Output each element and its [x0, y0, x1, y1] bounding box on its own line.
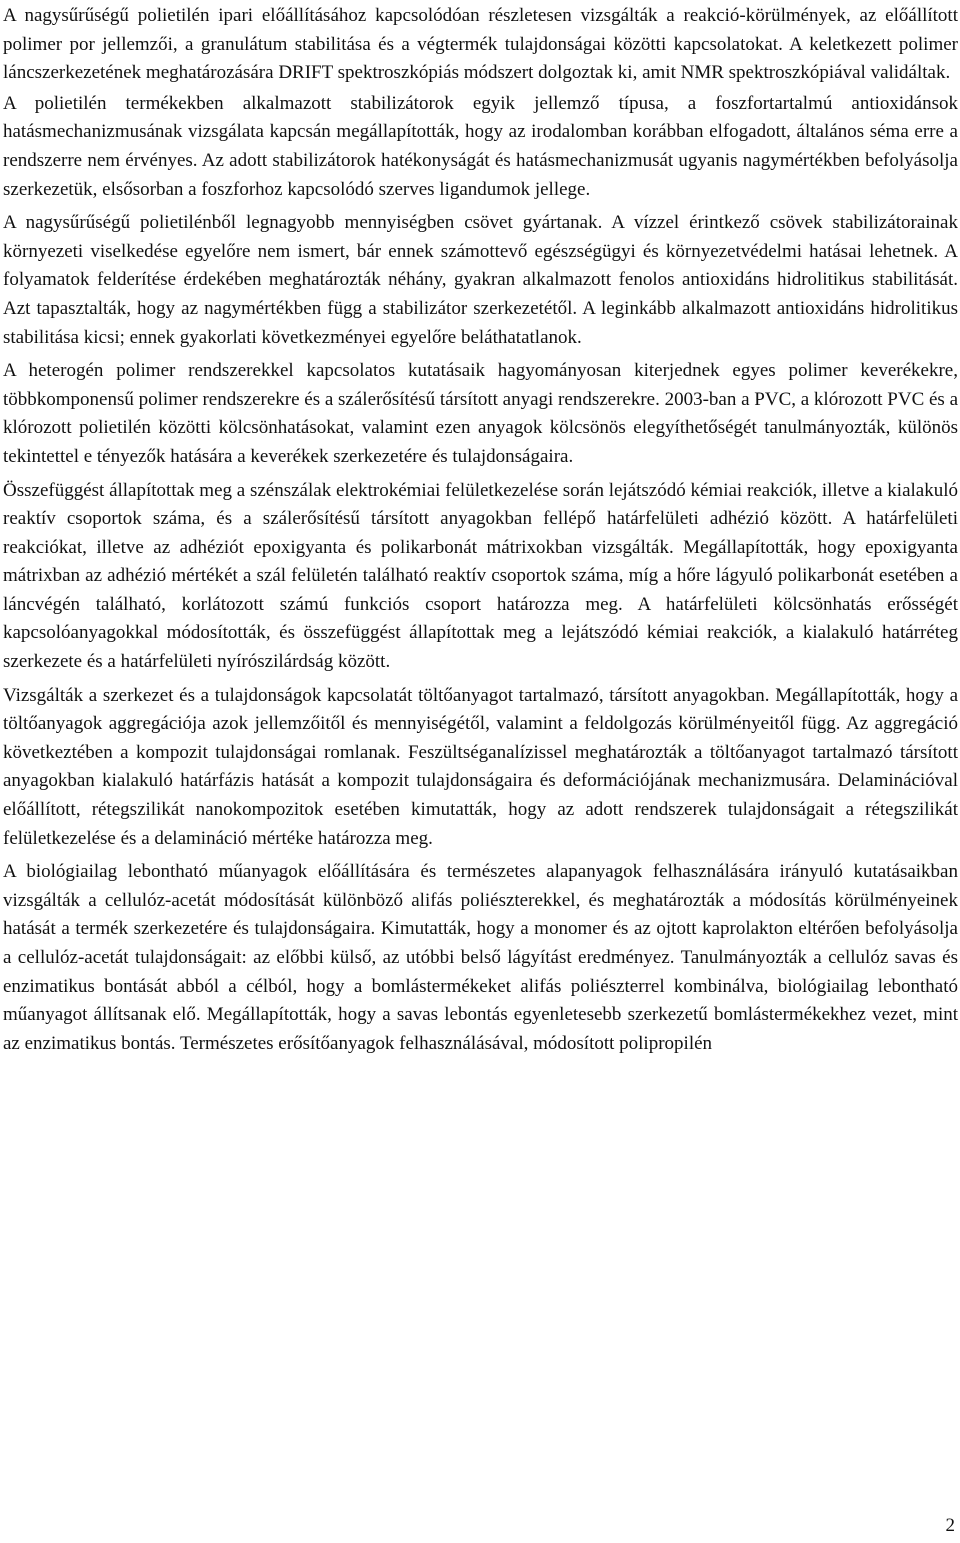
paragraph-pipes: A nagysűrűségű polietilénből legnagyobb mennyiségben csövet gyártanak. A vízzel érintkező csövek stabilizátorainak környezeti viselkedése egyelőre nem ismert, bár ennek számottevő egészségügyi és környezetvédelmi hatásai lehetnek. A folyamatok felderítése érdekében meghatározták néhány, gyakran alkalmazott fenolos antioxidáns hidrolitikus stabilitását. Azt tapasztalták, hogy az nagymértékben függ a stabilizátor szerkezetétől. A leginkább alkalmazott antioxidáns hidrolitikus stabilitása kicsi; ennek gyakorlati következményei egyelőre beláthatatlanok.	[3, 212, 958, 348]
paragraph-carbon-fibers: Összefüggést állapítottak meg a szénszálak elektrokémiai felületkezelése során lejátszódó kémiai reakciók, illetve a kialakuló reaktív csoportok száma, és a szálerősítésű társított anyagokban fellépő határfelületi adhézió között. A határfelületi reakciókat, illetve az adhéziót epoxigyanta és polikarbonát mátrixokban vizsgálták. Megállapították, hogy epoxigyanta mátrixban az adhézió mértékét a szál felületén található reaktív csoportok száma, míg a hőre lágyuló polikarbonát esetében a láncvégén található, korlátozott számú funkciós csoport határozza meg. A határfelületi kölcsönhatás erősségét kapcsolóanyagokkal módosították, és összefüggést állapítottak meg a lejátszódó kémiai reakciók, a kialakuló határréteg szerkezete és a határfelületi nyírószilárdság között.	[3, 479, 958, 673]
paragraph-stabilizers: A polietilén termékekben alkalmazott stabilizátorok egyik jellemző típusa, a foszfortartalmú antioxidánsok hatásmechanizmusának vizsgálata kapcsán megállapították, hogy az irodalomban korábban elfogadott, általános séma erre a rendszerre nem érvényes. Az adott stabilizátorok hatékonyságát és hatásmechanizmusát ugyanis nagymértékben befolyásolja szerkezetük, elsősorban a foszforhoz kapcsolódó szerves ligandumok jellege.	[3, 92, 958, 200]
paragraph-fillers: Vizsgálták a szerkezet és a tulajdonságok kapcsolatát töltőanyagot tartalmazó, társított anyagokban. Megállapították, hogy a töltőanyagok aggregációja azok jellemzőitől és mennyiségétől, valamint a feldolgozás körülményeitől függ. Az aggregáció következtében a kompozit tulajdonságai romlanak. Feszültséganalízissel meghatározták a töltőanyagot tartalmazó társított anyagokban kialakuló határfázis hatását a kompozit tulajdonságaira és deformációjának mechanizmusára. Delaminációval előállított, rétegszilikát nanokompozitok esetében kimutatták, hogy az adott rendszerek tulajdonságait a rétegszilikát felületkezelése és a delamináció mértéke határozza meg.	[3, 684, 958, 849]
paragraph-heterogeneous-systems: A heterogén polimer rendszerekkel kapcsolatos kutatásaik hagyományosan kiterjednek egyes polimer keverékekre, többkomponensű polimer rendszerekre és a szálerősítésű társított anyagi rendszerekre. 2003-ban a PVC, a klórozott PVC és a klórozott polietilén közötti kölcsönhatásokat, valamint ezen anyagok kölcsönös elegyíthetőségét tanulmányozták, különös tekintettel e tényezők hatására a keverékek szerkezetére és tulajdonságaira.	[3, 360, 959, 467]
paragraph-biodegradable: A biológiailag lebontható műanyagok előállítására és természetes alapanyagok felhasználására irányuló kutatásaikban vizsgálták a cellulóz-acetát módosítását különböző alifás poliészterekkel, és meghatározták a módosítás körülményeinek hatását a termék szerkezetére és tulajdonságaira. Kimutatták, hogy a monomer és az ojtott kaprolakton eltérően befolyásolja a cellulóz-acetát tulajdonságait: az előbbi külső, az utóbbi belső lágyítást eredményez. Tanulmányozták a cellulóz savas és enzimatikus bontását abból a célból, hogy a bomlástermékeket alifás poliészterrel kombinálva, biológiailag lebontható műanyagot állítsanak elő. Megállapították, hogy a savas lebontás egyenletesebb szerkezetű bomlástermékekhez vezet, mint az enzimatikus bontás. Természetes erősítőanyagok felhasználásával, módosított polipropilén	[3, 861, 958, 1054]
page-number: 2	[945, 1515, 955, 1536]
paragraph-hdpe-production: A nagysűrűségű polietilén ipari előállításához kapcsolódóan részletesen vizsgálták a reakció-körülmények, az előállított polimer por jellemzői, a granulátum stabilitása és a végtermék tulajdonságai közötti kapcsolatokat. A keletkezett polimer láncszerkezetének meghatározására DRIFT spektroszkópiás módszert dolgoztak ki, amit NMR spektroszkópiával validáltak.	[3, 5, 958, 84]
